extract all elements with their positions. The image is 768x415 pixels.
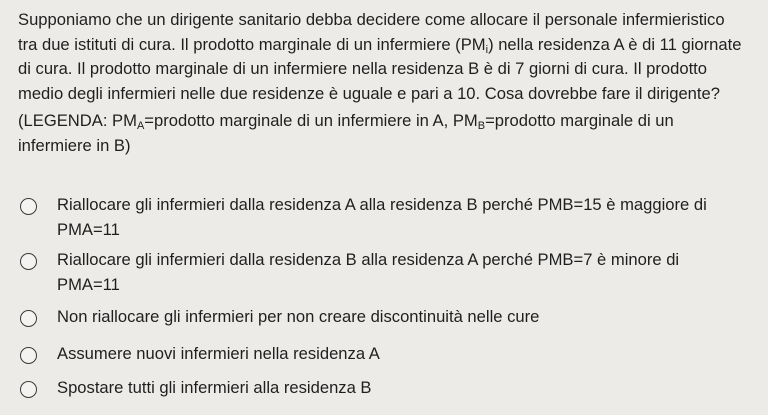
radio-button[interactable] <box>20 381 37 398</box>
radio-button[interactable] <box>20 310 37 327</box>
option-line: PMA=11 <box>57 219 120 239</box>
answer-option-2[interactable] <box>20 249 740 299</box>
option-line: Spostare tutti gli infermieri alla residenza B <box>57 378 372 397</box>
legend-fragment: (LEGENDA: PM <box>18 111 137 130</box>
question-text-fragment: ) nella residenza A è di 11 giornate <box>488 34 742 54</box>
answer-option-1[interactable] <box>20 194 740 244</box>
legend-text <box>18 109 763 158</box>
option-line: Non riallocare gli infermieri per non creare discontinuità nelle cure <box>57 307 540 326</box>
question-line <box>18 33 763 58</box>
option-label <box>57 376 747 401</box>
radio-button[interactable] <box>20 253 37 270</box>
legend-line: infermiere in B) <box>18 135 131 155</box>
radio-button[interactable] <box>20 198 37 215</box>
legend-fragment: =prodotto marginale di un <box>485 111 674 130</box>
legend-fragment: =prodotto marginale di un infermiere in A, PM <box>144 111 478 130</box>
question-text-fragment: tra due istituti di cura. Il prodotto marginale di un infermiere (PM <box>18 34 486 54</box>
question-line: medio degli infermieri nelle due residenze è uguale e pari a 10. Cosa dovrebbe fare il dirigente? <box>18 83 720 103</box>
subscript: i <box>485 43 489 56</box>
option-line: PMA=11 <box>57 274 120 294</box>
answer-option-4[interactable] <box>20 343 740 369</box>
option-line: Riallocare gli infermieri dalla residenza B alla residenza A perché PMB=7 è minore di <box>57 250 680 269</box>
legend-line <box>18 109 763 134</box>
answer-option-3[interactable] <box>20 306 740 332</box>
option-label <box>57 193 747 242</box>
subscript: A <box>136 120 145 132</box>
option-label <box>57 342 747 367</box>
radio-button[interactable] <box>20 347 37 364</box>
subscript: B <box>477 120 486 132</box>
option-label <box>57 248 747 297</box>
option-line: Assumere nuovi infermieri nella residenza A <box>57 344 380 363</box>
option-line: Riallocare gli infermieri dalla residenza A alla residenza B perché PMB=15 è maggiore di <box>57 195 707 214</box>
question-text <box>18 8 763 106</box>
answer-option-5[interactable] <box>20 377 740 403</box>
question-line: di cura. Il prodotto marginale di un infermiere nella residenza B è di 7 giorni di cura. Il prodotto <box>18 59 708 78</box>
option-label <box>57 305 747 330</box>
question-line: Supponiamo che un dirigente sanitario debba decidere come allocare il personale infermieristico <box>18 10 725 29</box>
